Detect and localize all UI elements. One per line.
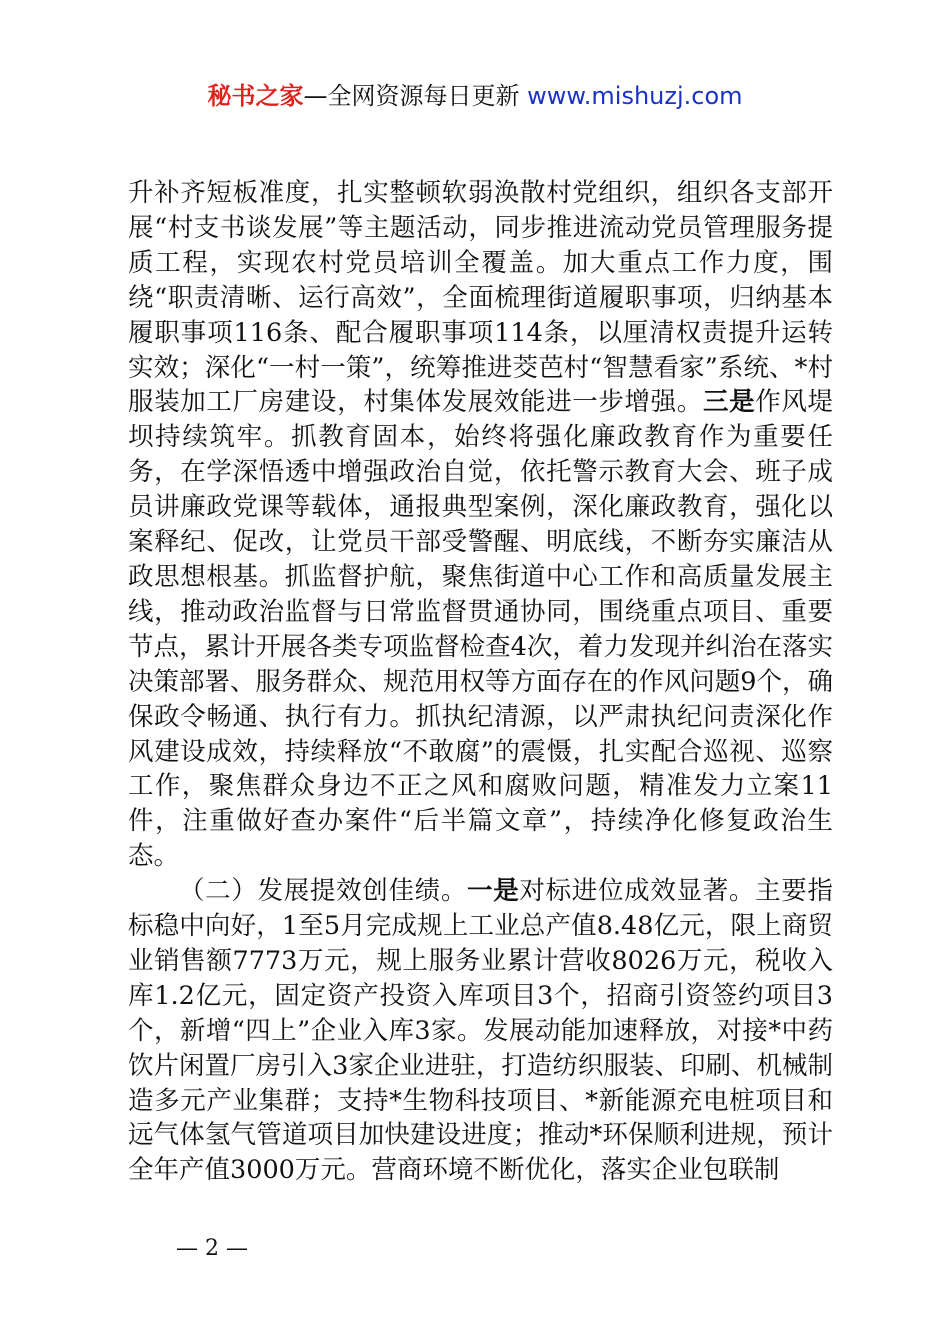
bold-marker: 一是 xyxy=(467,876,520,907)
site-header xyxy=(0,78,950,114)
header-tagline: —全网资源每日更新 xyxy=(303,82,520,110)
section-heading: （二）发展提效创佳绩。 xyxy=(179,876,468,907)
paragraph-text: 对标进位成效显著。主要指标稳中向好，1至5月完成规上工业总产值8.48亿元，限上商贸业销售额7773万元，规上服务业累计营收8026万元，税收入库1.2亿元，固定资产投资入库项目3个，招商引资签约项目3个，新增“四上”企业入库3家。发展动能加速释放，对接*中药饮片闲置厂房引入3家企业进驻，打造纺织服装、印刷、机械制造多元产业集群；支持*生物科技项目、*新能源充电桩项目和远气体氢气管道项目加快建设进度；推动*环保顺利进规，预计全年产值3000万元。营商环境不断优化，落实企业包联制 xyxy=(128,876,833,1186)
brand-name: 秘书之家 xyxy=(207,82,304,110)
paragraph-text: 作风堤坝持续筑牢。抓教育固本，始终将强化廉政教育作为重要任务，在学深悟透中增强政治自觉，依托警示教育大会、班子成员讲廉政党课等载体，通报典型案例，深化廉政教育，强化以案释纪、促改，让党员干部受警醒、明底线，不断夯实廉洁从政思想根基。抓监督护航，聚焦街道中心工作和高质量发展主线，推动政治监督与日常监督贯通协同，围绕重点项目、重要节点，累计开展各类专项监督检查4次，着力发现并纠治在落实决策部署、服务群众、规范用权等方面存在的作风问题9个，确保政令畅通、执行有力。抓执纪清源，以严肃执纪问责深化作风建设成效，持续释放“不敢腐”的震慑，扎实配合巡视、巡察工作，聚焦群众身边不正之风和腐败问题，精准发力立案11件，注重做好查办案件“后半篇文章”，持续净化修复政治生态。 xyxy=(128,387,833,872)
page-number: — 2 — xyxy=(176,1236,248,1261)
bold-marker: 三是 xyxy=(702,387,756,418)
site-url-link[interactable]: www.mishuzj.com xyxy=(527,82,743,110)
paragraph-text: 升补齐短板准度，扎实整顿软弱涣散村党组织，组织各支部开展“村支书谈发展”等主题活动，同步推进流动党员管理服务提质工程，实现农村党员培训全覆盖。加大重点工作力度，围绕“职责清晰、运行高效”，全面梳理街道履职事项，归纳基本履职事项116条、配合履职事项114条，以厘清权责提升运转实效；深化“一村一策”，统筹推进茭芭村“智慧看家”系统、*村服装加工厂房建设，村集体发展效能进一步增强。 xyxy=(128,178,833,418)
document-body xyxy=(128,176,833,1188)
paragraph-section-two xyxy=(128,874,833,1188)
paragraph-continuation xyxy=(128,176,833,874)
